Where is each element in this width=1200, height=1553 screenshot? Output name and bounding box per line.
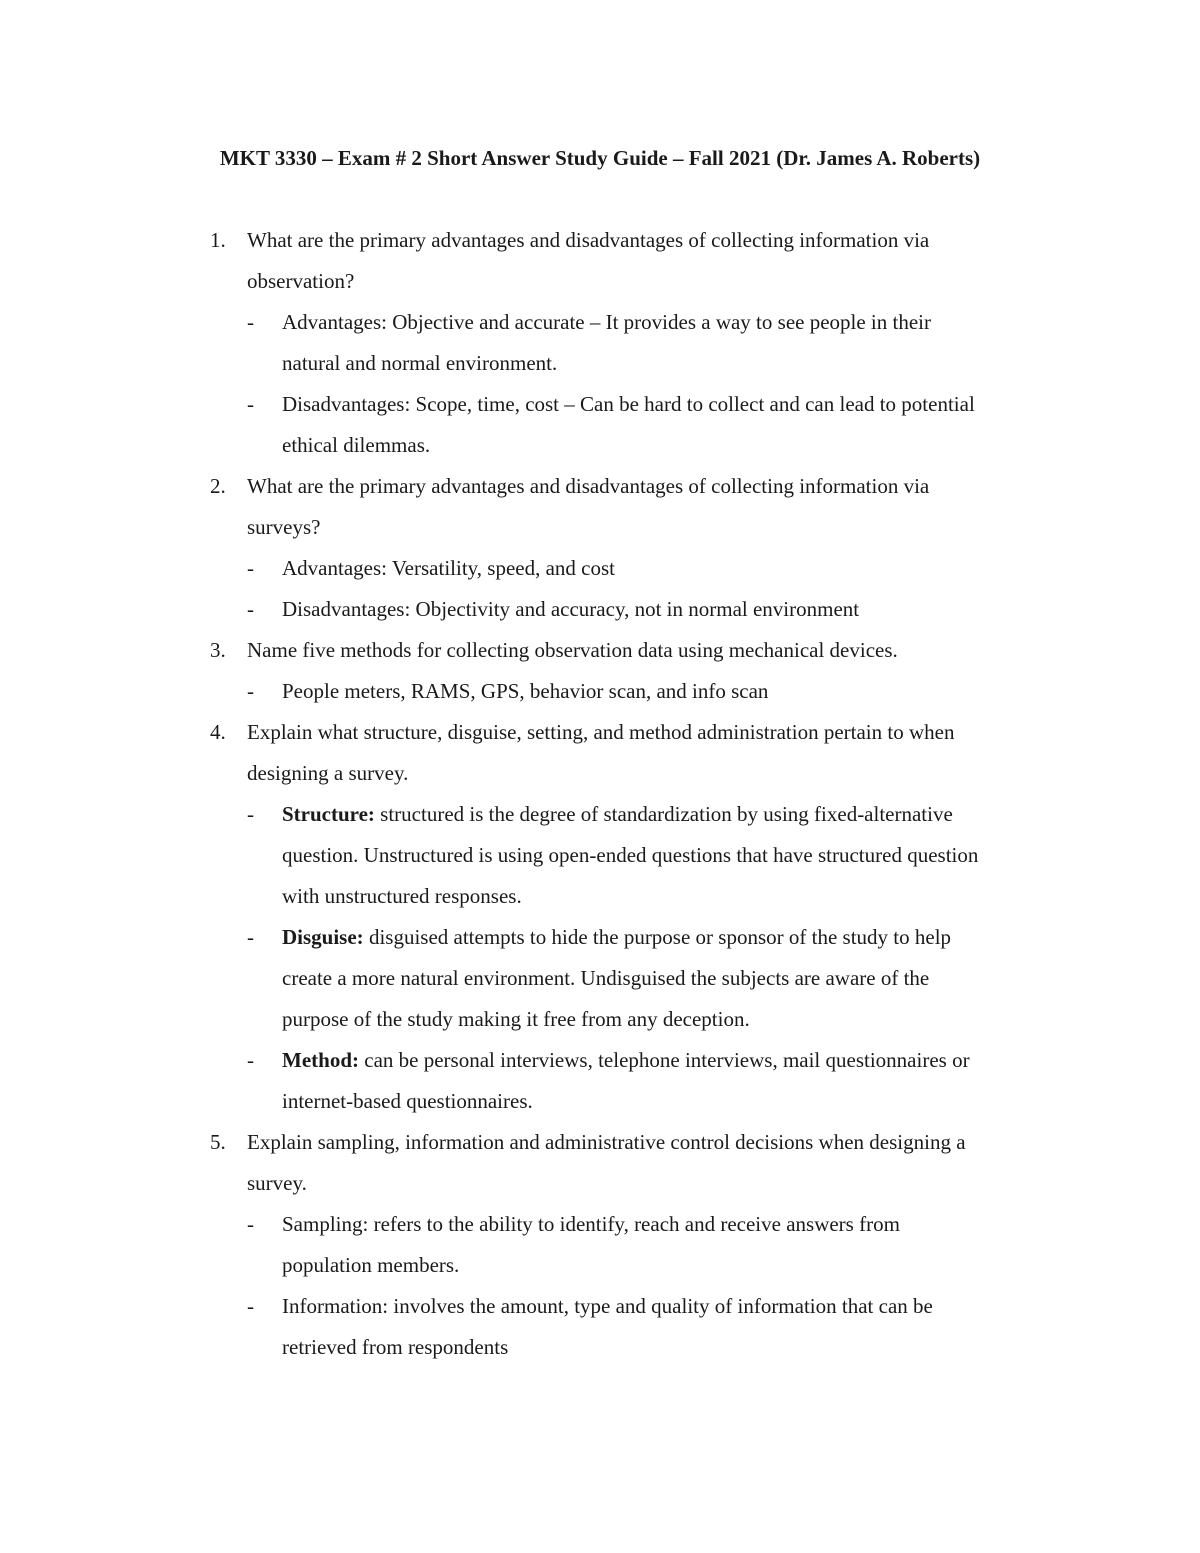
question-number: 5. (210, 1130, 226, 1154)
bullet-dash: - (247, 1212, 254, 1236)
answer-definition: can be personal interviews, telephone interviews, mail questionnaires or internet-based questionnaires. (282, 1048, 970, 1113)
document-title: MKT 3330 – Exam # 2 Short Answer Study Guide – Fall 2021 (Dr. James A. Roberts) (219, 146, 981, 170)
answer-text: Disadvantages: Objectivity and accuracy, not in normal environment (282, 597, 860, 621)
bullet-dash: - (247, 556, 254, 580)
question-item (210, 630, 987, 671)
question-number: 3. (210, 638, 226, 662)
answer-text (282, 794, 982, 917)
question-number: 4. (210, 720, 226, 744)
bullet-dash: - (247, 1048, 254, 1072)
answer-item (247, 917, 982, 1040)
question-number: 1. (210, 228, 226, 252)
answer-text: Advantages: Objective and accurate – It provides a way to see people in their natural and normal environment. (282, 310, 932, 375)
bullet-dash: - (247, 392, 254, 416)
bullet-dash: - (247, 1294, 254, 1318)
bullet-dash: - (247, 597, 254, 621)
question-text: Explain sampling, information and administrative control decisions when designing a survey. (247, 1130, 966, 1195)
answer-text: Sampling: refers to the ability to identify, reach and receive answers from population members. (282, 1212, 900, 1277)
answer-text: Disadvantages: Scope, time, cost – Can be hard to collect and can lead to potential ethical dilemmas. (282, 392, 975, 457)
question-item (210, 466, 987, 548)
answer-text: Information: involves the amount, type and quality of information that can be retrieved from respondents (282, 1294, 933, 1359)
question-text: Name five methods for collecting observation data using mechanical devices. (247, 638, 898, 662)
question-item (210, 1122, 987, 1204)
answer-term: Structure: (282, 802, 375, 826)
answer-text (282, 1040, 982, 1122)
question-number: 2. (210, 474, 226, 498)
question-item (210, 220, 987, 302)
answer-definition: disguised attempts to hide the purpose or sponsor of the study to help create a more natural environment. Undisguised the subjects are aware of the purpose of the study making it free from any deception. (282, 925, 952, 1031)
answer-text (282, 917, 982, 1040)
answer-text: People meters, RAMS, GPS, behavior scan, and info scan (282, 679, 769, 703)
answer-item (247, 1286, 982, 1368)
bullet-dash: - (247, 925, 254, 949)
answer-item (247, 302, 982, 384)
answer-item (247, 1040, 982, 1122)
question-text: Explain what structure, disguise, setting, and method administration pertain to when designing a survey. (247, 720, 955, 785)
bullet-dash: - (247, 802, 254, 826)
answer-item (247, 548, 982, 589)
answer-text: Advantages: Versatility, speed, and cost (282, 556, 616, 580)
question-text: What are the primary advantages and disadvantages of collecting information via observation? (247, 228, 930, 293)
answer-item (247, 1204, 982, 1286)
question-text: What are the primary advantages and disadvantages of collecting information via surveys? (247, 474, 930, 539)
answer-item (247, 384, 982, 466)
bullet-dash: - (247, 679, 254, 703)
question-item (210, 712, 987, 794)
answer-term: Method: (282, 1048, 359, 1072)
answer-definition: structured is the degree of standardization by using fixed-alternative question. Unstructured is using open-ended questions that have structured question with unstructured responses. (282, 802, 979, 908)
answer-term: Disguise: (282, 925, 364, 949)
bullet-dash: - (247, 310, 254, 334)
answer-item (247, 589, 982, 630)
answer-item (247, 794, 982, 917)
answer-item (247, 671, 982, 712)
question-list (0, 220, 1200, 1368)
